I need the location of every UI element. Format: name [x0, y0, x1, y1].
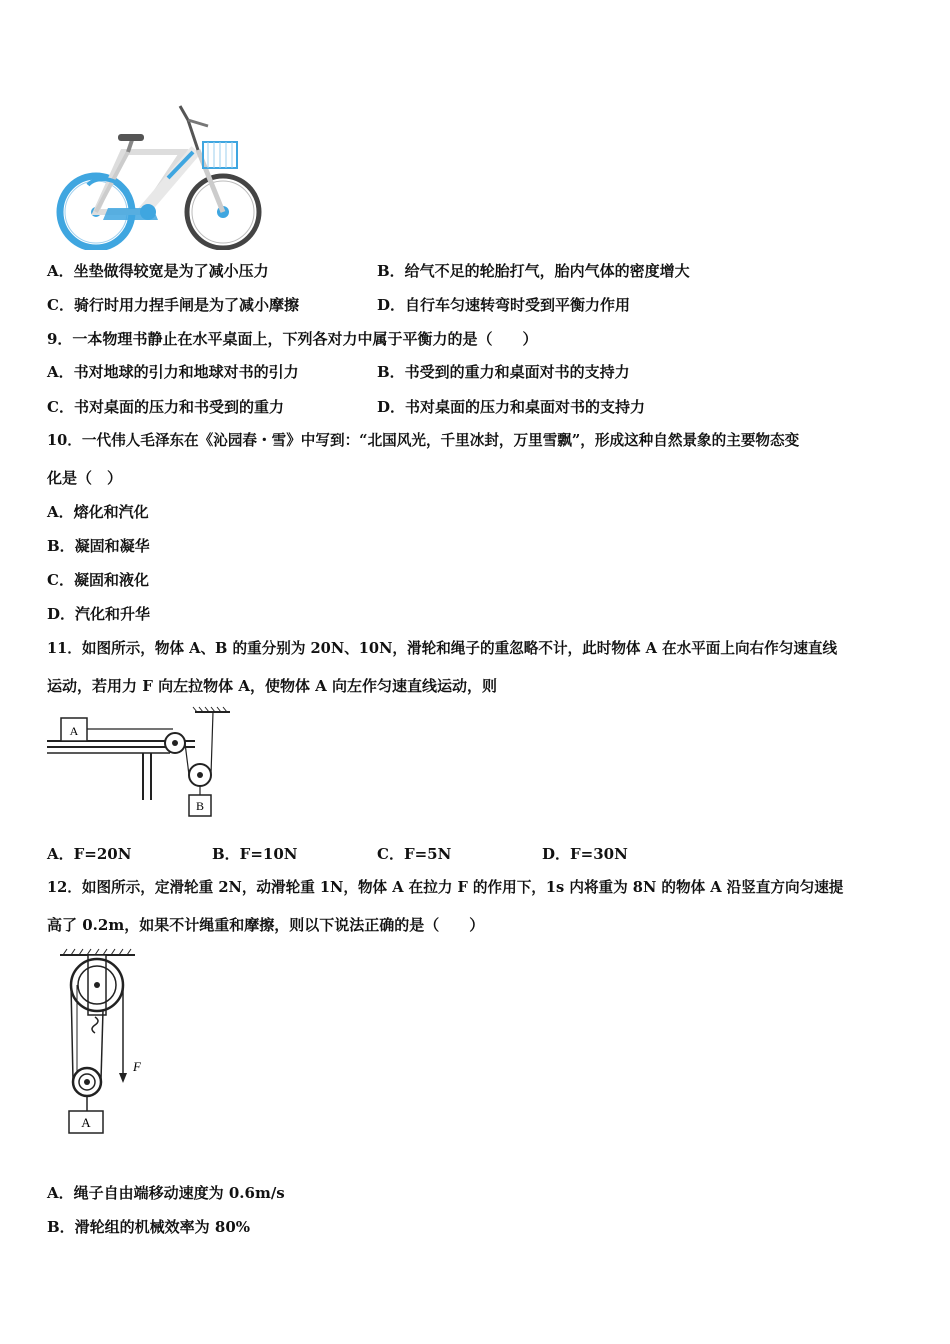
block-b-label: B [195, 799, 205, 813]
q9-option-c: C．书对桌面的压力和书受到的重力 [47, 398, 284, 416]
q11-option-d: D．F=30N [542, 845, 628, 863]
q10-option-c: C．凝固和液化 [47, 571, 149, 589]
q9-option-d: D．书对桌面的压力和桌面对书的支持力 [377, 398, 646, 416]
q12-option-a: A．绳子自由端移动速度为 0.6m/s [47, 1184, 285, 1202]
q8-option-b: B．给气不足的轮胎打气，胎内气体的密度增大 [377, 262, 690, 280]
q12-option-b: B．滑轮组的机械效率为 80% [47, 1218, 251, 1236]
block-a-label: A [69, 724, 79, 738]
q11-stem-line2: 运动，若用力 F 向左拉物体 A，使物体 A 向左作匀速直线运动，则 [47, 677, 498, 695]
q11-option-b: B．F=10N [212, 845, 298, 863]
q10-option-b: B．凝固和凝华 [47, 537, 150, 555]
q10-stem-line2: 化是（ ） [47, 469, 123, 487]
q9-option-a: A．书对地球的引力和地球对书的引力 [47, 363, 299, 381]
q10-stem-line1: 10．一代伟人毛泽东在《沁园春・雪》中写到：“北国风光，千里冰封，万里雪飘”，形成这种自然景象的主要物态变 [47, 432, 800, 449]
q11-stem-line1: 11．如图所示，物体 A、B 的重分别为 20N、10N，滑轮和绳子的重忽略不计，此时物体 A 在水平面上向右作匀速直线 [47, 640, 838, 657]
q12-stem-line1: 12．如图所示，定滑轮重 2N，动滑轮重 1N，物体 A 在拉力 F 的作用下，1s 内将重为 8N 的物体 A 沿竖直方向匀速提 [47, 879, 844, 896]
bicycle-figure [48, 100, 268, 250]
q11-option-a: A．F=20N [47, 845, 132, 863]
force-f-label: F [133, 1059, 141, 1074]
q12-stem-line2: 高了 0.2m，如果不计绳重和摩擦，则以下说法正确的是（ ） [47, 916, 485, 934]
q9-option-b: B．书受到的重力和桌面对书的支持力 [377, 363, 630, 381]
q9-stem: 9．一本物理书静止在水平桌面上，下列各对力中属于平衡力的是（ ） [47, 330, 538, 348]
q11-option-c: C．F=5N [377, 845, 452, 863]
q10-option-a: A．熔化和汽化 [47, 503, 149, 521]
q8-option-d: D．自行车匀速转弯时受到平衡力作用 [377, 296, 631, 314]
q10-option-d: D．汽化和升华 [47, 605, 151, 623]
q8-option-a: A．坐垫做得较宽是为了减小压力 [47, 262, 269, 280]
block-a-label: A [81, 1115, 91, 1130]
q11-pulley-figure [45, 705, 245, 825]
q12-pulley-block-figure [55, 945, 165, 1140]
q8-option-c: C．骑行时用力捏手闸是为了减小摩擦 [47, 296, 299, 314]
